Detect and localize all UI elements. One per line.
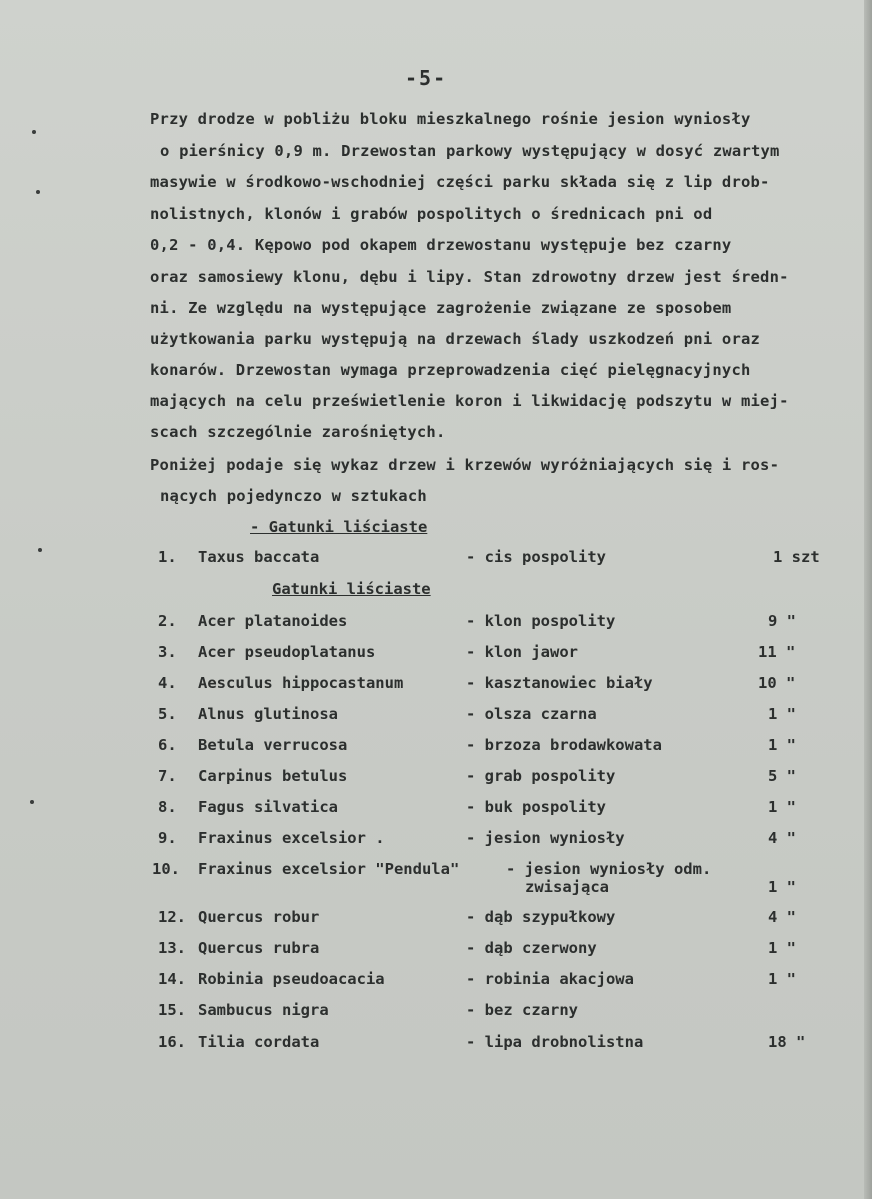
species-number: 8.: [158, 798, 177, 816]
species-row: [0, 1065, 872, 1095]
species-latin-name: Fraxinus excelsior .: [198, 829, 385, 847]
species-polish-name-continuation: zwisająca: [525, 878, 609, 896]
species-quantity: 11 ": [758, 643, 796, 661]
species-latin-name: Quercus rubra: [198, 939, 320, 957]
species-polish-name: - cis pospolity: [466, 548, 606, 566]
species-polish-name: - brzoza brodawkowata: [466, 736, 662, 754]
binding-hole-mark: [32, 130, 36, 134]
species-latin-name: Fraxinus excelsior "Pendula": [198, 860, 460, 878]
paragraph-line: nących pojedynczo w sztukach: [160, 487, 427, 505]
species-quantity: 18 ": [768, 1033, 806, 1051]
paragraph-line: użytkowania parku występują na drzewach ślady uszkodzeń pni oraz: [150, 330, 761, 348]
species-number: 10.: [152, 860, 180, 878]
species-latin-name: Acer platanoides: [198, 612, 348, 630]
species-polish-name: - jesion wyniosły odm.: [506, 860, 712, 878]
species-latin-name: Carpinus betulus: [198, 767, 348, 785]
species-quantity: 1 ": [768, 798, 796, 816]
species-row: [0, 860, 872, 890]
species-row: [0, 612, 872, 642]
species-row: [0, 798, 872, 828]
species-latin-name: Betula verrucosa: [198, 736, 348, 754]
species-latin-name: Aesculus hippocastanum: [198, 674, 404, 692]
species-row: [0, 643, 872, 673]
species-number: 3.: [158, 643, 177, 661]
species-row: [0, 548, 872, 578]
species-number: 13.: [158, 939, 186, 957]
species-number: 16.: [158, 1033, 186, 1051]
species-row: [0, 1033, 872, 1063]
species-row: [0, 736, 872, 766]
species-latin-name: Acer pseudoplatanus: [198, 643, 376, 661]
species-polish-name: - buk pospolity: [466, 798, 606, 816]
species-number: 9.: [158, 829, 177, 847]
species-number: 4.: [158, 674, 177, 692]
species-polish-name: - dąb czerwony: [466, 939, 597, 957]
species-row: [0, 908, 872, 938]
species-polish-name: - bez czarny: [466, 1001, 578, 1019]
species-polish-name: - dąb szypułkowy: [466, 908, 616, 926]
species-quantity: 1 ": [768, 736, 796, 754]
paragraph-line: 0,2 - 0,4. Kępowo pod okapem drzewostanu występuje bez czarny: [150, 236, 732, 254]
species-latin-name: Fagus silvatica: [198, 798, 338, 816]
species-number: 5.: [158, 705, 177, 723]
species-polish-name: - kasztanowiec biały: [466, 674, 653, 692]
species-quantity: 1 ": [768, 939, 796, 957]
species-row: [0, 829, 872, 859]
species-polish-name: - jesion wyniosły: [466, 829, 625, 847]
species-row: [0, 705, 872, 735]
species-row: [0, 767, 872, 797]
species-latin-name: Tilia cordata: [198, 1033, 320, 1051]
species-quantity: 10 ": [758, 674, 796, 692]
paragraph-line: scach szczególnie zarośniętych.: [150, 423, 446, 441]
species-number: 2.: [158, 612, 177, 630]
species-quantity: 1 szt: [773, 548, 820, 566]
species-polish-name: - lipa drobnolistna: [466, 1033, 644, 1051]
page-number: -5-: [405, 66, 448, 90]
species-quantity: 4 ": [768, 829, 796, 847]
species-quantity: 4 ": [768, 908, 796, 926]
species-polish-name: - klon jawor: [466, 643, 578, 661]
species-quantity: 9 ": [768, 612, 796, 630]
paragraph-line: nolistnych, klonów i grabów pospolitych o średnicach pni od: [150, 205, 713, 223]
species-polish-name: - grab pospolity: [466, 767, 616, 785]
paragraph-line: ni. Ze względu na występujące zagrożenie związane ze sposobem: [150, 299, 732, 317]
species-row: [0, 674, 872, 704]
species-row: [0, 1001, 872, 1031]
species-quantity: 5 ": [768, 767, 796, 785]
species-latin-name: Alnus glutinosa: [198, 705, 338, 723]
species-latin-name: Robinia pseudoacacia: [198, 970, 385, 988]
species-number: 6.: [158, 736, 177, 754]
species-number: 7.: [158, 767, 177, 785]
paragraph-line: mających na celu prześwietlenie koron i likwidację podszytu w miej-: [150, 392, 789, 410]
section-heading: - Gatunki liściaste: [250, 518, 428, 536]
species-row: [0, 939, 872, 969]
species-quantity: 1 ": [768, 705, 796, 723]
species-polish-name: - olsza czarna: [466, 705, 597, 723]
species-number: 15.: [158, 1001, 186, 1019]
paragraph-line: Poniżej podaje się wykaz drzew i krzewów wyróżniających się i ros-: [150, 456, 780, 474]
species-number: 12.: [158, 908, 186, 926]
species-latin-name: Taxus baccata: [198, 548, 320, 566]
species-latin-name: Sambucus nigra: [198, 1001, 329, 1019]
paragraph-line: o pierśnicy 0,9 m. Drzewostan parkowy występujący w dosyć zwartym: [160, 142, 780, 160]
species-quantity: 1 ": [768, 970, 796, 988]
paragraph-line: oraz samosiewy klonu, dębu i lipy. Stan zdrowotny drzew jest średn-: [150, 268, 789, 286]
species-quantity: 1 ": [768, 878, 796, 896]
species-polish-name: - robinia akacjowa: [466, 970, 634, 988]
species-polish-name: - klon pospolity: [466, 612, 616, 630]
species-number: 14.: [158, 970, 186, 988]
paragraph-line: konarów. Drzewostan wymaga przeprowadzenia cięć pielęgnacyjnych: [150, 361, 751, 379]
section-heading: Gatunki liściaste: [272, 580, 431, 598]
paragraph-line: Przy drodze w pobliżu bloku mieszkalnego rośnie jesion wyniosły: [150, 110, 751, 128]
binding-hole-mark: [36, 190, 40, 194]
species-number: 1.: [158, 548, 177, 566]
paragraph-line: masywie w środkowo-wschodniej części parku składa się z lip drob-: [150, 173, 770, 191]
species-latin-name: Quercus robur: [198, 908, 320, 926]
species-row: [0, 970, 872, 1000]
